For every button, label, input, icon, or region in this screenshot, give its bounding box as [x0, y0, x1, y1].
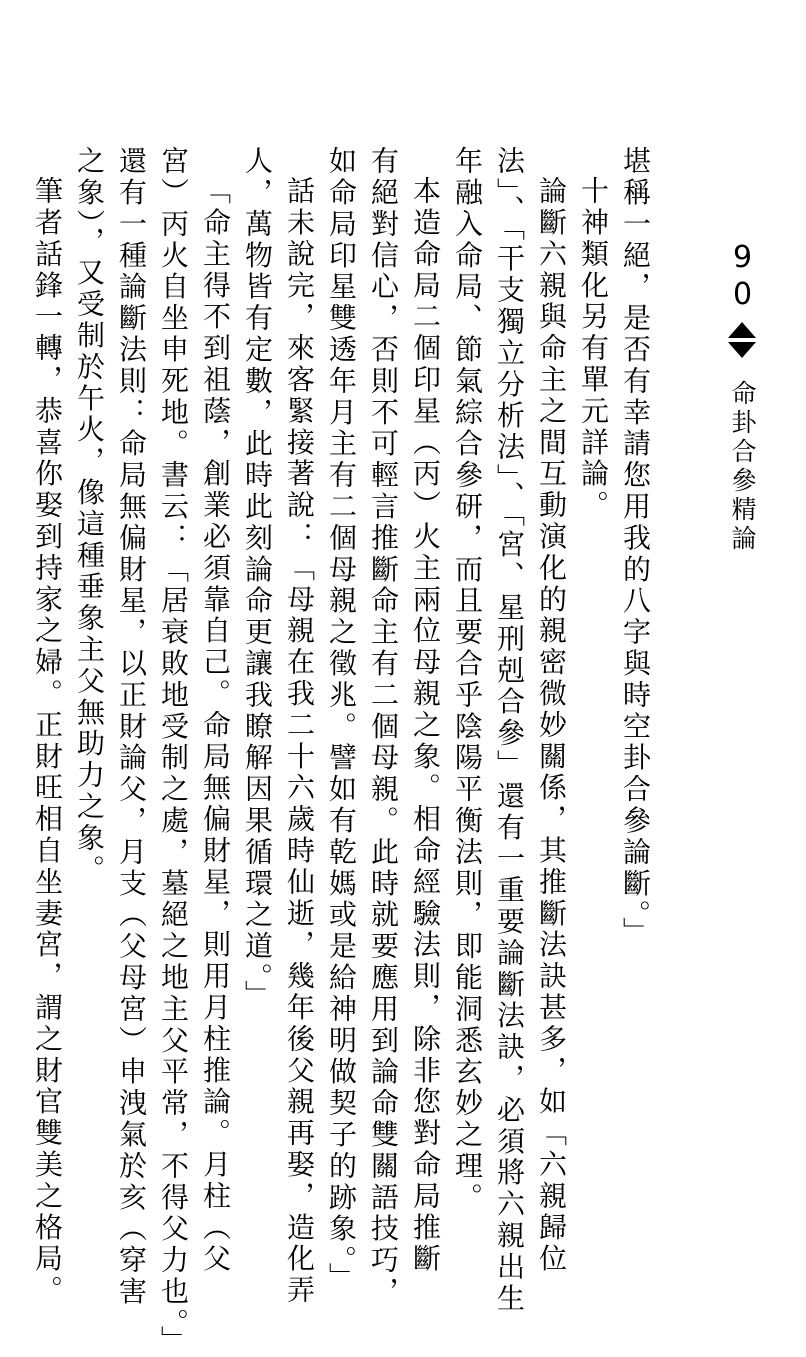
text-line: 之象），又受制於午火，像這種垂象主父無助力之象。: [73, 146, 106, 886]
text-line: 話未說完，來客緊接著說：「母親在我二十六歲時仙逝，幾年後父親再娶，造化弄: [283, 176, 316, 1307]
text-line: 十神類化另有單元詳論。: [577, 176, 610, 522]
text-line: 法」、「干支獨立分析法」、「宮、星刑剋合參」還有一重要論斷法訣，必須將六親出生: [493, 146, 526, 1315]
text-line: 還有一種論斷法則：命局無偏財星，以正財論父，月支（父母宮）申洩氣於亥（穿害: [115, 146, 148, 1308]
triangle-ornament-icon: [728, 322, 756, 358]
text-line: 如命局印星雙透年月主有二個母親之徵兆。譬如有乾媽或是給神明做契子的跡象。」: [325, 146, 358, 1294]
text-line: 人，萬物皆有定數，此時此刻論命更讓我瞭解因果循環之道。」: [241, 146, 274, 1012]
page-header: [722, 240, 762, 554]
page-number: 90: [725, 240, 760, 314]
text-line: 筆者話鋒一轉，恭喜你娶到持家之婦。正財旺相自坐妻宮，謂之財官雙美之格局。: [31, 176, 64, 1307]
up-triangle-icon: [728, 322, 756, 338]
text-line: 「命主得不到祖蔭，創業必須靠自己。命局無偏財星，則用月柱推論。月柱（父: [199, 176, 232, 1275]
body-text: [26, 146, 656, 1357]
text-line: 年融入命局、節氣綜合參研，而且要合乎陰陽平衡法則，即能洞悉玄妙之理。: [451, 146, 484, 1214]
text-line: 有絕對信心，否則不可輕言推斷命主有二個母親。此時就要應用到論命雙關語技巧，: [367, 146, 400, 1308]
text-line: 堪稱一絕，是否有幸請您用我的八字與時空卦合參論斷。」: [619, 146, 652, 949]
text-line: 論斷六親與命主之間互動演化的親密微妙關係，其推斷法訣甚多，如「六親歸位: [535, 176, 568, 1275]
text-line: 本造命局二個印星（丙）火主兩位母親之象。相命經驗法則，除非您對命局推斷: [409, 176, 442, 1275]
text-line: 宮）丙火自坐申死地。書云：「居衰敗地受制之處，墓絕之地主父平常，不得父力也。」: [157, 146, 190, 1357]
down-triangle-icon: [728, 342, 756, 358]
book-title: 命卦合參精論: [728, 380, 757, 554]
